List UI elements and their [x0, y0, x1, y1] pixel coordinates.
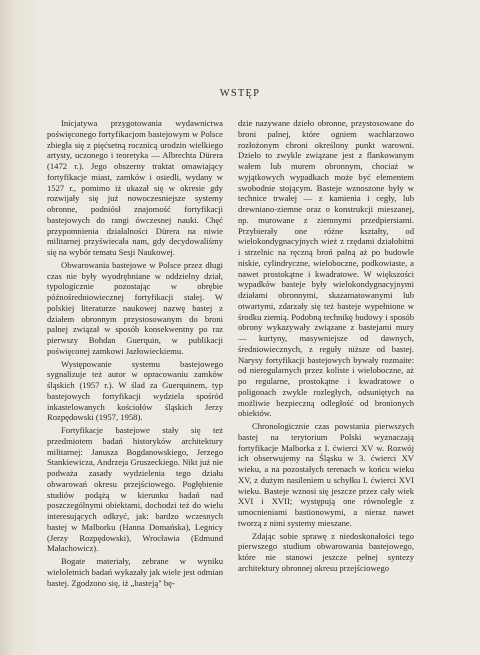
page-heading: WSTĘP	[219, 88, 261, 99]
paragraph: Obwarowania bastejowe w Polsce przez długi czas nie były wyodrębniane w oddzielny dział, typologicznie pozostając w obrębie późnośredniowiecznej fortyfikacji stałej. W polskiej literaturze naukowej nazwę bastej z działem obronnym przystosowanym do broni palnej związał w sposób konsekwentny po raz pierwszy Bohdan Guerquin, w publikacji poświęconej zamkowi Jazłowieckiemu.	[47, 259, 223, 356]
paragraph: Fortyfikacje bastejowe stały się też przedmiotem badań historyków architektury militarnej: Janusza Bogdanowskiego, Jerzego Stankiewicza, Andrzeja Gruszeckiego. Nikt już nie podważa zasady wydzielenia tego działu obwarowań okresu przejściowego. Pogłębienie studiów podążą w kierunku badań nad poszczególnymi obiektami, dochodzi też do wielu interesujących odkryć, jak: bardzo wczesnych bastej w Malborku (Hanna Domańska), Legnicy (Jerzy Rozpędowski), Wrocławia (Edmund Małachowicz).	[47, 425, 223, 554]
paragraph: dzie nazywane dzieło obronne, przystosowane do broni palnej, które ogniem wachlarzowo rozłożonym chroni określony punkt warowni. Dzieło to zwykle związane jest z flankowanym wałem lub murem obronnym, chociaż w wyjątkowych wypadkach może być elementem swobodnie stojącym. Basteje wznoszone były w technice trwałej — z kamienia i cegły, lub drewniano-ziemne oraz o konstrukcji mieszanej, np. murowane z ziemnymi przedpiersiami. Przybierały one różne kształty, od wielokondygnacyjnych wież z rzędami działobitni i strzelnic na ręczną broń palną aż po budowle niskie, cylindryczne, wieloboczne, podkowiaste, a nawet prostokątne i kwadratowe. W większości wypadków basteje były wielokondygnacyjnymi działami obronnymi, skazamatowanymi lub otwartymi, zdarzały się też basteje wypełnione w środku ziemią. Podobną technikę budowy i sposób obrony wykazywały związane z bastejami mury — kurtyny, masywniejsze od dawnych, średniowiecznych, z reguły niższe od bastej. Narysy fortyfikacji bastejowych bywały rozmaite: od nieregularnych przez koliste i wieloboczne, aż po regularne, prostokątne i kwadratowe o poligonach zwykle rozległych, odsuniętych na możliwie bezpieczną odległość od bronionych obiektów.	[238, 118, 414, 419]
paragraph: Inicjatywa przygotowania wydawnictwa poświęconego fortyfikacjom bastejowym w Polsce zbiegła się z pięćsetną rocznicą urodzin wielkiego artysty, uczonego i teoretyka — Albrechta Dürera (1472 r.). Jego obszerny traktat omawiający fortyfikacje miast, zamków i osiedli, wydany w 1527 r., pomimo iż ukazał się w okresie gdy rozwijały się już nowoczesniejsze systemy obronne, podniósł znajomość fortyfikacji bastejowych do rangi ówczesnej nauki. Chęć przypomnienia działalności Dürera na niwie militarnej przyświecała nam, gdy decydowaliśmy się na wybór tematu Sesji Naukowej.	[47, 118, 223, 257]
left-column	[47, 118, 223, 590]
paragraph: Występowanie systemu bastejowego sygnalizuje też autor w opracowaniu zamków śląskich (1957 r.). W ślad za Guerquinem, typ bastejowych fortyfikacji wydziela spośród inkastelowanych kościołów śląskich Jerzy Rozpędowski (1957, 1958).	[47, 358, 223, 423]
paragraph: Zdając sobie sprawę z niedoskonałości tego pierwszego studium obwarowania bastejowego, które nie stanowi jeszcze pełnej syntezy architektury obronnej okresu przejściowego	[238, 530, 414, 573]
right-column	[238, 118, 414, 576]
paragraph: Bogate materiały, zebrane w wyniku wieloletnich badań wykazały jak wiele jest odmian bastej. Zgodzono się, iż „basteją" bę-	[47, 556, 223, 588]
paragraph: Chronologicznie czas powstania pierwszych bastej na terytorium Polski wyznaczają fortyfikacje Malborka z I. ćwierci XV w. Rozwój ich obserwujemy na Śląsku w 3. ćwierci XV wieku, a na pozostałych terenach w końcu wieku XV, z dużym nasileniem u schyłku I. ćwierci XVI wieku. Basteje wznosi się jeszcze przez cały wiek XVI i XVII; występują one równolegle z umocnieniami bastionowymi, a nieraz nawet tworzą z nimi systemy mieszane.	[238, 421, 414, 528]
